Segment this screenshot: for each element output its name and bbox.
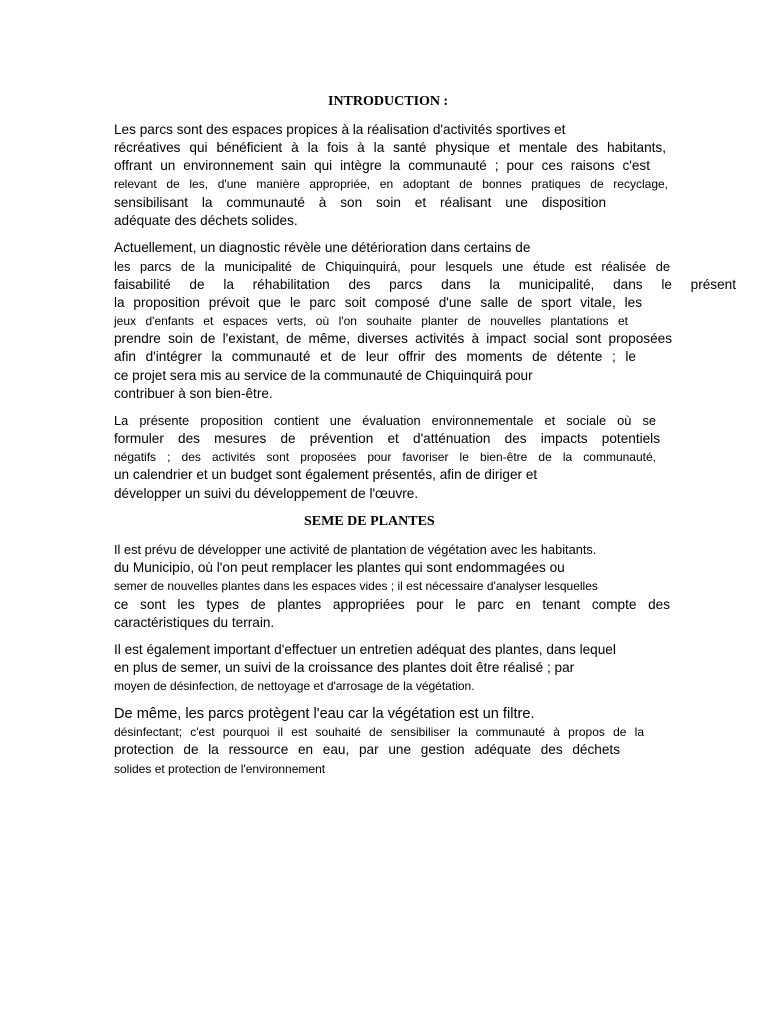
text-line: Actuellement, un diagnostic révèle une détérioration dans certains de — [114, 240, 531, 255]
text-line: négatifs ; des activités sont proposées pour favoriser le bien-être de la communauté, — [114, 450, 656, 464]
text-line: faisabilité de la réhabilitation des parcs dans la municipalité, dans le présent — [114, 277, 736, 292]
seme-de-plantes-heading: SEME DE PLANTES — [304, 514, 435, 529]
text-line: jeux d'enfants et espaces verts, où l'on souhaite planter de nouvelles plantations et — [114, 314, 628, 328]
text-line: solides et protection de l'environnement — [114, 762, 326, 776]
text-line: désinfectant; c'est pourquoi il est souhaité de sensibiliser la communauté à propos de la — [114, 725, 644, 739]
text-line: relevant de les, d'une manière appropriée, en adoptant de bonnes pratiques de recyclage, — [114, 177, 668, 191]
text-line: du Municipio, où l'on peut remplacer les plantes qui sont endommagées ou — [114, 560, 565, 575]
text-line: prendre soin de l'existant, de même, diverses activités à impact social sont proposées — [114, 331, 672, 346]
text-line: récréatives qui bénéficient à la fois à la santé physique et mentale des habitants, — [114, 140, 666, 155]
text-line: Il est également important d'effectuer un entretien adéquat des plantes, dans lequel — [114, 642, 616, 657]
text-line: contribuer à son bien-être. — [114, 386, 273, 401]
text-line: De même, les parcs protègent l'eau car la végétation est un filtre. — [114, 706, 535, 722]
text-line: ce projet sera mis au service de la communauté de Chiquinquirá pour — [114, 368, 533, 383]
text-line: sensibilisant la communauté à son soin et réalisant une disposition — [114, 195, 606, 210]
text-line: un calendrier et un budget sont également présentés, afin de diriger et — [114, 467, 538, 482]
introduction-heading: INTRODUCTION : — [328, 94, 449, 109]
text-line: La présente proposition contient une évaluation environnementale et sociale où se — [114, 413, 656, 428]
text-line: caractéristiques du terrain. — [114, 615, 275, 630]
text-line: adéquate des déchets solides. — [114, 213, 298, 228]
text-line: développer un suivi du développement de l'œuvre. — [114, 486, 419, 501]
text-line: moyen de désinfection, de nettoyage et d'arrosage de la végétation. — [114, 679, 475, 693]
text-line: la proposition prévoit que le parc soit composé d'une salle de sport vitale, les — [114, 295, 642, 310]
text-line: formuler des mesures de prévention et d'atténuation des impacts potentiels — [114, 431, 660, 446]
text-line: ce sont les types de plantes appropriées pour le parc en tenant compte des — [114, 597, 670, 612]
text-line: afin d'intégrer la communauté et de leur offrir des moments de détente ; le — [114, 349, 636, 364]
text-line: les parcs de la municipalité de Chiquinquirá, pour lesquels une étude est réalisée de — [114, 259, 670, 274]
text-line: Les parcs sont des espaces propices à la réalisation d'activités sportives et — [114, 122, 566, 137]
text-line: en plus de semer, un suivi de la croissance des plantes doit être réalisé ; par — [114, 660, 575, 675]
text-line: Il est prévu de développer une activité de plantation de végétation avec les habitants. — [114, 542, 597, 557]
text-line: offrant un environnement sain qui intègre la communauté ; pour ces raisons c'est — [114, 158, 650, 173]
text-line: semer de nouvelles plantes dans les espaces vides ; il est nécessaire d'analyser lesquelles — [114, 579, 598, 593]
text-line: protection de la ressource en eau, par une gestion adéquate des déchets — [114, 742, 620, 757]
